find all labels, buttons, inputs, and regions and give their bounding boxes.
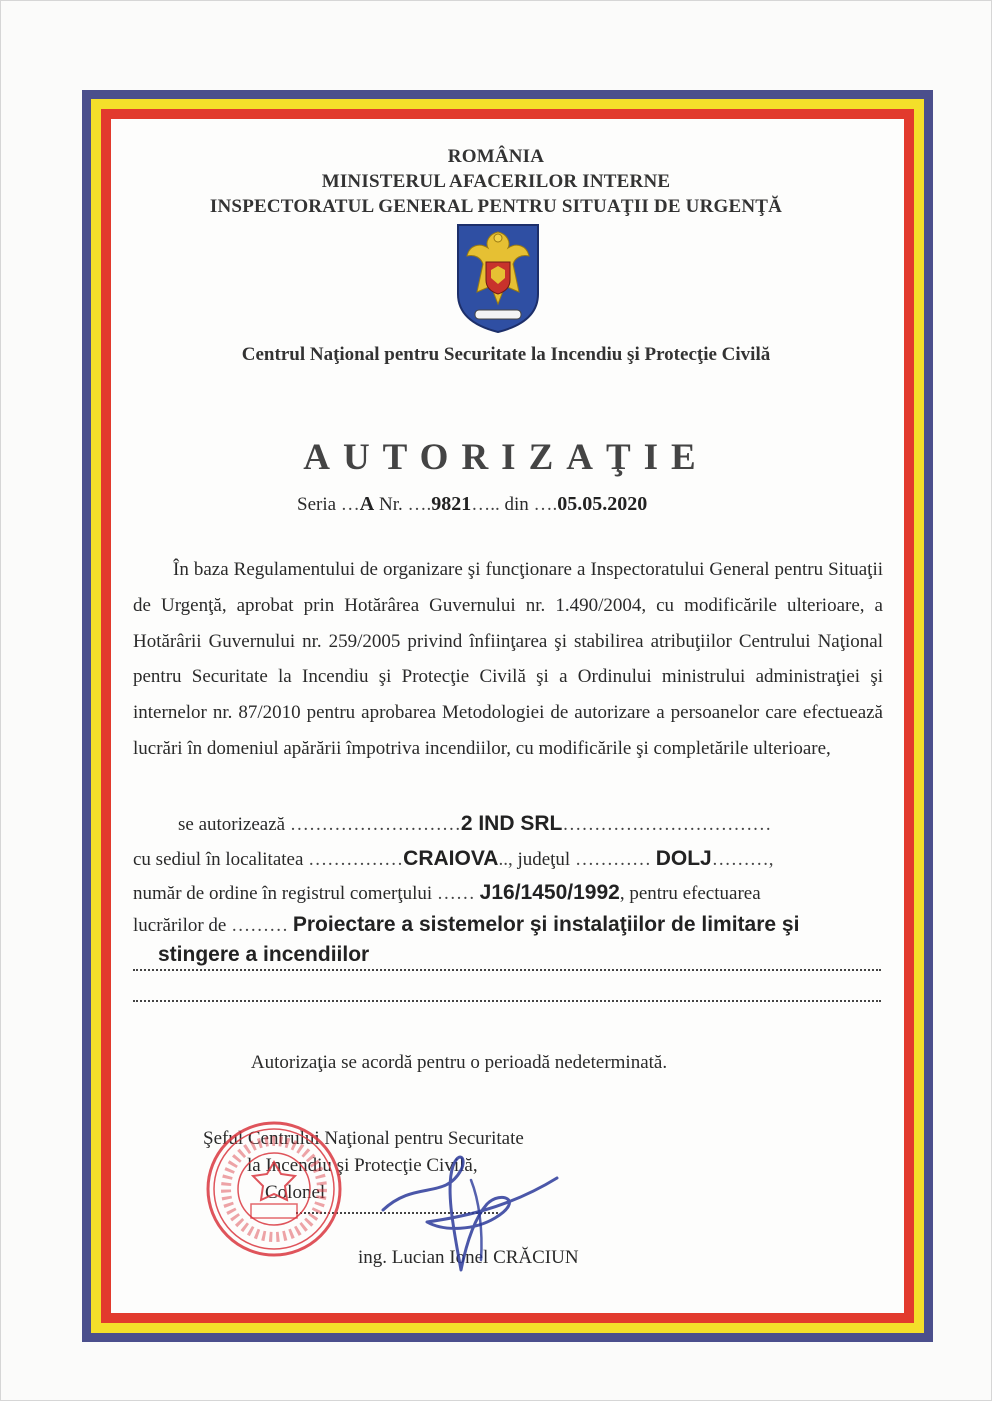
locality-value: CRAIOVA bbox=[403, 847, 499, 870]
dotted-line bbox=[133, 967, 881, 971]
works-description-line1: Proiectare a sistemelor şi instalaţiilor de limitare şi bbox=[292, 913, 800, 936]
locality-label: cu sediul în localitatea bbox=[133, 849, 304, 870]
signatory-rank: Colonel bbox=[265, 1182, 326, 1203]
header-country: ROMÂNIA bbox=[447, 146, 545, 167]
number-label: Nr. bbox=[379, 494, 403, 515]
dotted-line bbox=[133, 998, 881, 1002]
authorized-label: se autorizează bbox=[178, 814, 286, 835]
county-label: judeţul bbox=[517, 849, 571, 870]
signatory-name: ing. Lucian Ionel CRĂCIUN bbox=[358, 1247, 579, 1268]
works-line-2 bbox=[158, 943, 369, 967]
locality-line: cu sediul în localitatea ……………CRAIOVA.., judeţul ………… DOLJ………, bbox=[133, 847, 774, 870]
authorized-line: se autorizează ………………………2 IND SRL…………………………… bbox=[178, 812, 772, 835]
date-value: 05.05.2020 bbox=[557, 493, 648, 515]
series-number-date-line: Seria …A Nr. ….9821….. din ….05.05.2020 bbox=[297, 493, 648, 515]
date-label: din bbox=[504, 494, 529, 515]
centre-name: Centrul Naţional pentru Securitate la Incendiu şi Protecţie Civilă bbox=[241, 344, 771, 365]
igsu-emblem-icon bbox=[455, 222, 541, 334]
works-label: lucrărilor de bbox=[133, 915, 227, 936]
official-stamp-icon bbox=[203, 1118, 345, 1260]
series-label: Seria bbox=[297, 494, 337, 515]
legal-basis-text: În baza Regulamentului de organizare şi funcţionare a Inspectoratului General pentru Situaţii de Urgenţă, aprobat prin Hotărârea Guvernului nr. 1.490/2004, cu modificările ulterioare, a Hotărârii Guvernului nr. 259/2005 privind înfiinţarea şi stabilirea atribuţiilor Centrului Naţional pentru Securitate la Incendiu şi Protecţie Civilă şi a Ordinului ministrului administraţiei şi internelor nr. 87/2010 pentru aprobarea Metodologiei de autorizare a persoanelor care efectuează lucrări în domeniul apărării împotriva incendiilor, cu modificările şi completările ulterioare, bbox=[133, 559, 883, 759]
signatory-title-line1: Şeful Centrului Naţional pentru Securitate bbox=[203, 1128, 524, 1149]
legal-basis-paragraph bbox=[133, 552, 883, 767]
works-line: lucrărilor de ……… Proiectare a sistemelor şi instalaţiilor de limitare şi bbox=[133, 913, 800, 936]
county-value: DOLJ bbox=[655, 847, 712, 870]
registry-value: J16/1450/1992 bbox=[479, 881, 620, 904]
header-ministry: MINISTERUL AFACERILOR INTERNE bbox=[321, 171, 671, 192]
validity-period: Autorizaţia se acordă pentru o perioadă nedeterminată. bbox=[250, 1052, 668, 1073]
number-value: 9821 bbox=[431, 493, 472, 515]
signatory-title-line2: la Incendiu şi Protecţie Civilă, bbox=[247, 1155, 478, 1176]
series-value: A bbox=[359, 493, 375, 515]
registry-line: număr de ordine în registrul comerţului …… J16/1450/1992, pentru efectuarea bbox=[133, 881, 761, 904]
works-description-line2: stingere a incendiilor bbox=[158, 943, 370, 966]
registry-label: număr de ordine în registrul comerţului bbox=[133, 883, 433, 904]
document-title: AUTORIZAŢIE bbox=[303, 437, 709, 478]
registry-suffix: pentru efectuarea bbox=[629, 883, 761, 904]
handwritten-signature-icon bbox=[375, 1140, 565, 1280]
header-inspectorate: INSPECTORATUL GENERAL PENTRU SITUAŢII DE URGENŢĂ bbox=[209, 196, 783, 217]
company-name: 2 IND SRL bbox=[460, 812, 563, 835]
